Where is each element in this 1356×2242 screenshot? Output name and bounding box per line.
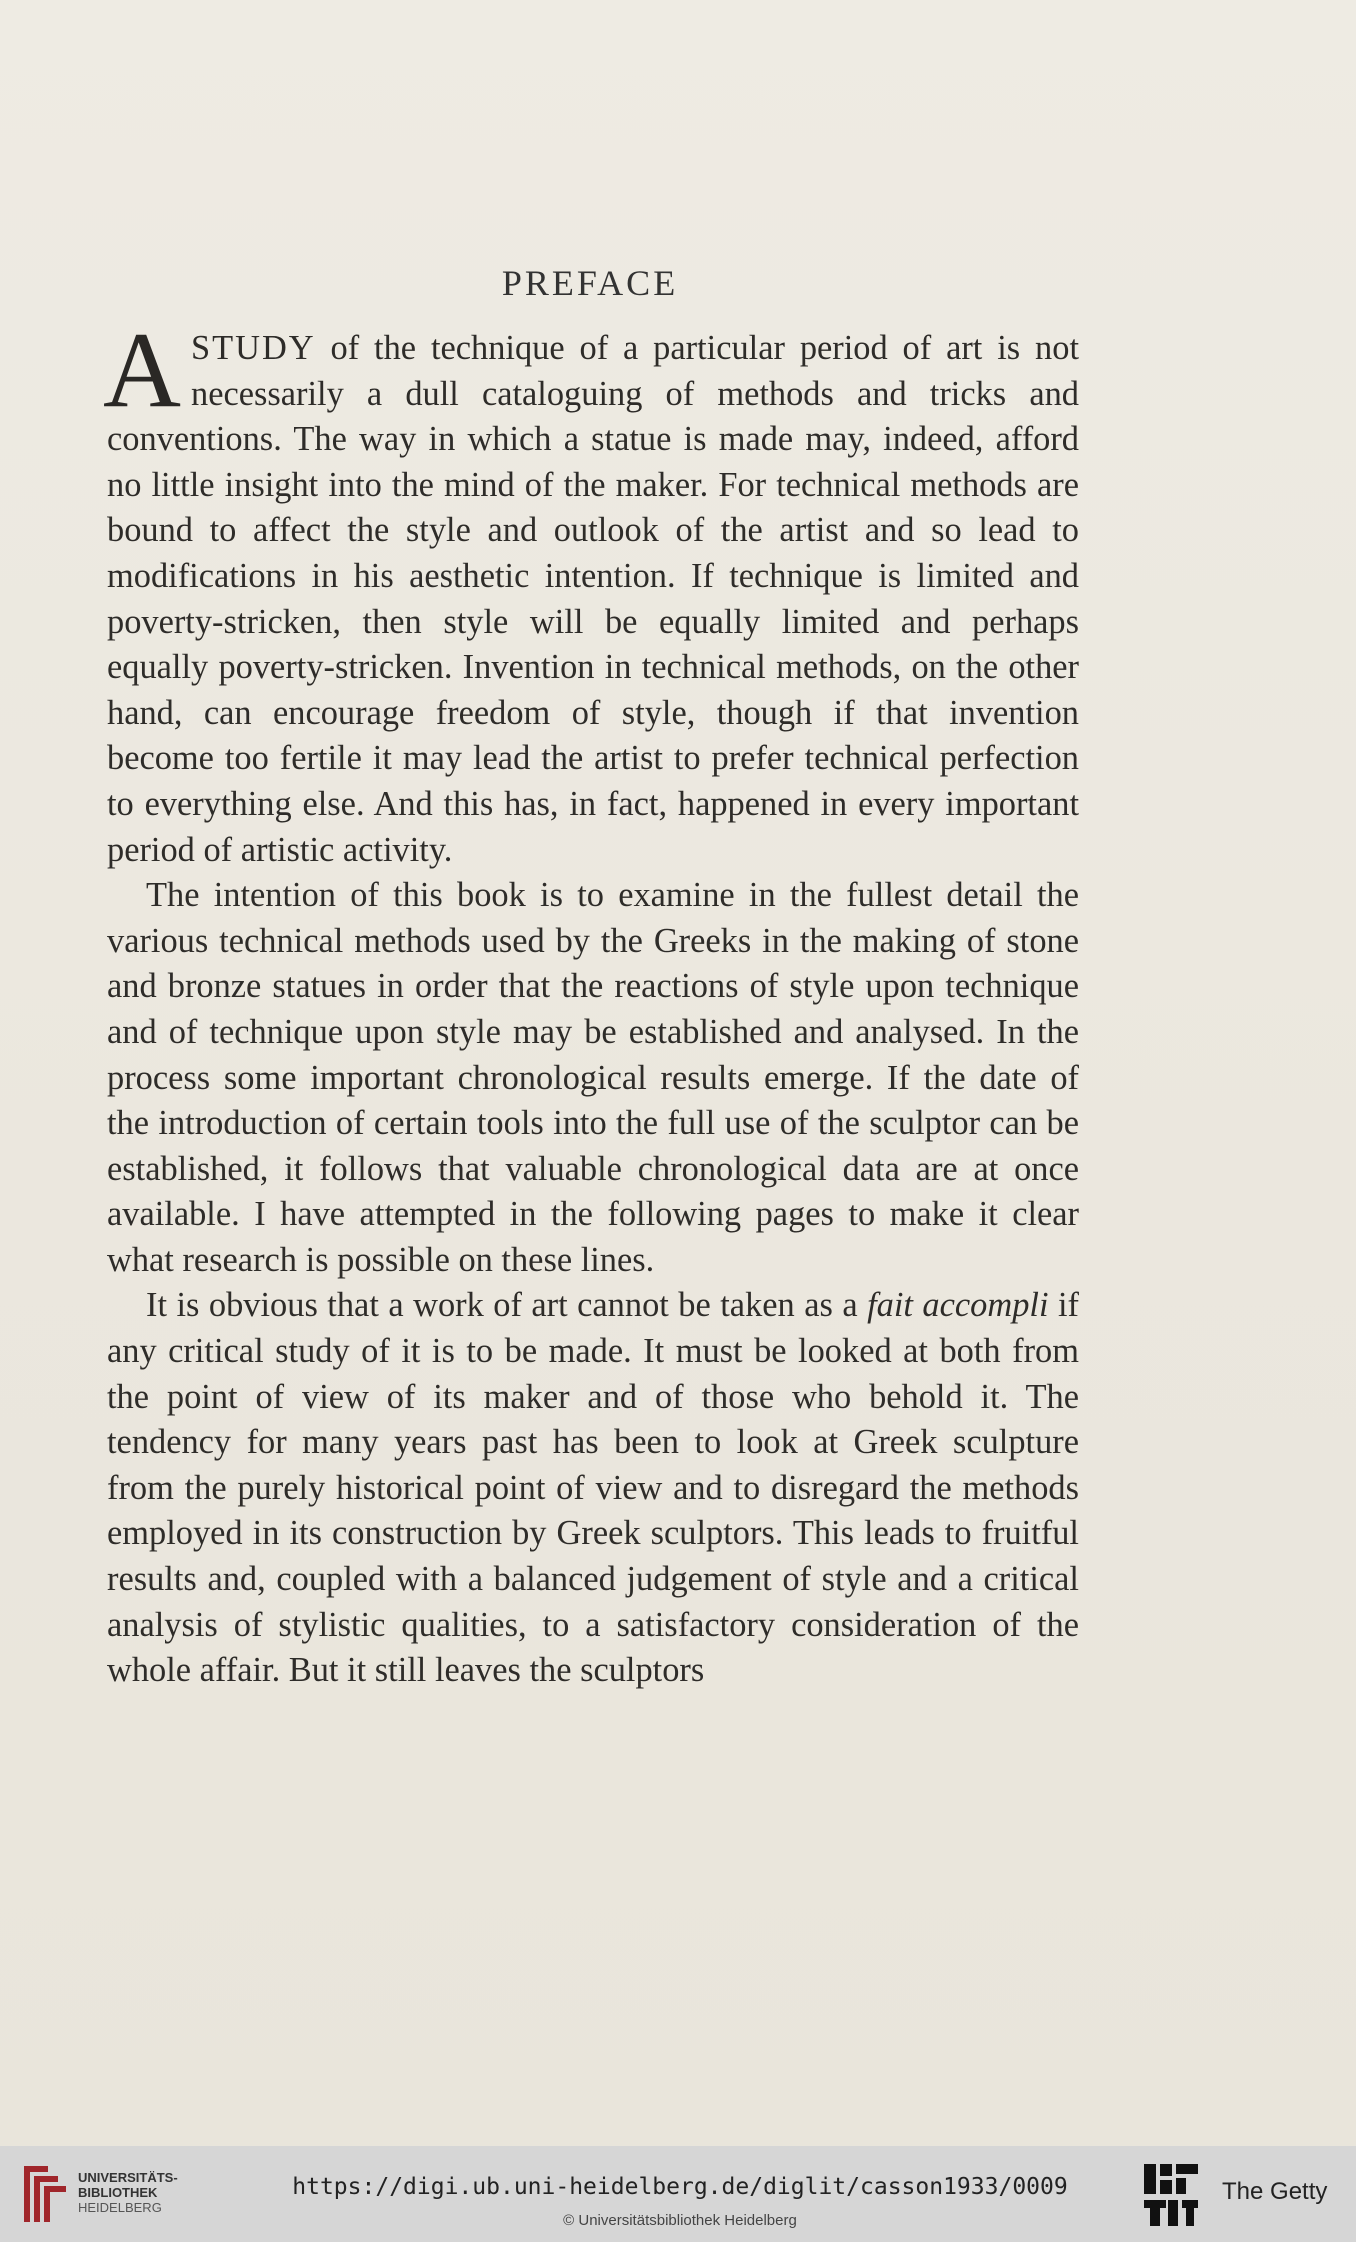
library-name-line-1: UNIVERSITÄTS- [78,2170,178,2185]
copyright-notice: © Universitätsbibliothek Heidelberg [563,2212,797,2229]
paragraph-1-text: of the technique of a particular period of art is not necessarily a dull cataloguing of methods and tricks and conventions. The way in which a statue is made may, indeed, afford no little insight into the mind of the maker. For technical methods are bound to affect the style and outlook of the artist and so lead to modifications in his aesthetic intention. If technique is limited and poverty-stricken, then style will be equally limited and perhaps equally poverty-stricken. Invention in technical methods, on the other hand, can encourage freedom of style, though if that invention become too fertile it may lead the artist to prefer technical perfection to everything else. And this has, in fact, happened in every important period of artistic activity. [107,329,1079,869]
lead-caps: STUDY [191,329,316,367]
paragraph-3-after: if any critical study of it is to be made. It must be looked at both from the point of view of its maker and of those who behold it. The tendency for many years past has been to look at Greek sculpture from the purely historical point of view and to disregard the methods employed in its construction by Greek sculptors. This leads to fruitful results and, coupled with a balanced judgement of style and a critical analysis of stylistic qualities, to a satisfactory consideration of the whole affair. But it still leaves the sculptors [107,1286,1079,1690]
library-name-line-3: HEIDELBERG [78,2200,162,2215]
library-name-line-2: BIBLIOTHEK [78,2185,158,2200]
partner-name: The Getty [1222,2178,1328,2205]
body-text [103,311,1079,1694]
permalink[interactable]: https://digi.ub.uni-heidelberg.de/diglit/casson1933/0009 [292,2174,1068,2200]
paragraph-1 [103,311,1079,873]
paragraph-3 [107,1283,1079,1693]
ub-heidelberg-logo-icon [14,2160,70,2228]
getty-logo-icon [1140,2160,1202,2232]
paragraph-3-before: It is obvious that a work of art cannot be taken as a [146,1286,868,1325]
paragraph-3-italic: fait accompli [867,1286,1049,1325]
paragraph-2: The intention of this book is to examine in the fullest detail the various technical methods used by the Greeks in the making of stone and bronze statues in order that the reactions of style upon technique and of technique upon style may be established and analysed. In the process some important chronological results emerge. If the date of the introduction of certain tools into the full use of the sculptor can be established, it follows that valuable chronological data are at once available. I have attempted in the following pages to make it clear what research is possible on these lines. [107,876,1079,1279]
footer-bar [0,2146,1356,2242]
page-heading: PREFACE [501,263,679,303]
drop-cap: A [103,311,181,430]
library-name [78,2170,178,2215]
